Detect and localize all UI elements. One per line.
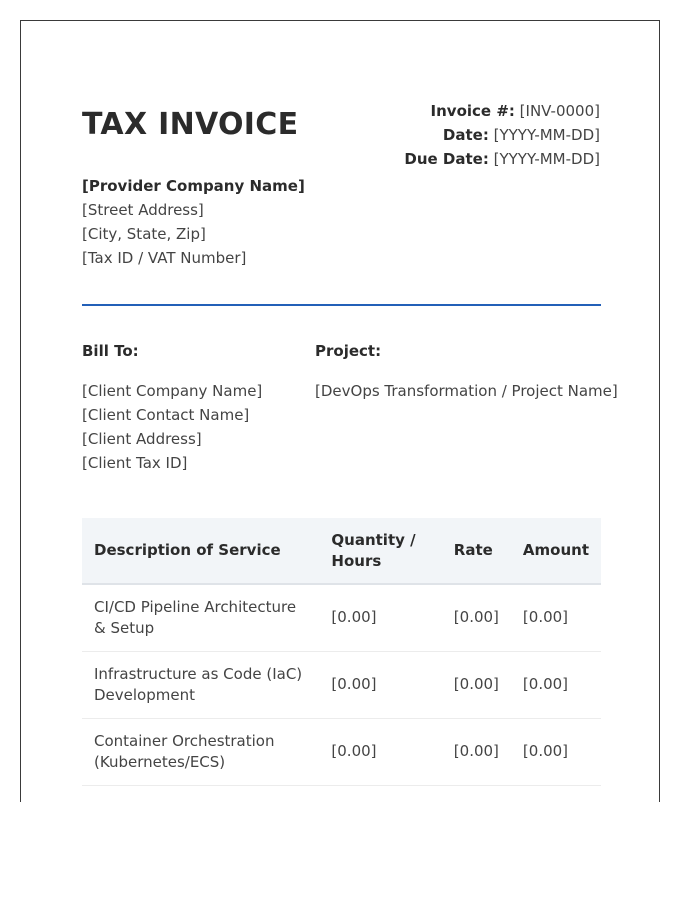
table-row [82,584,601,651]
row-rate: [0.00] [442,651,511,718]
client-company-name: [Client Company Name] [82,382,263,400]
header-amount: Amount [511,518,601,584]
provider-city: [City, State, Zip] [82,225,206,243]
row-rate: [0.00] [442,584,511,651]
row-quantity: [0.00] [319,718,441,785]
header-quantity: Quantity / Hours [319,518,441,584]
invoice-number-label: Invoice #: [430,102,515,120]
invoice-date-label: Date: [442,126,489,144]
header-rate: Rate [442,518,511,584]
row-quantity: [0.00] [319,651,441,718]
row-amount: [0.00] [511,718,601,785]
invoice-date-value: [YYYY-MM-DD] [493,126,600,144]
bill-to-block [82,339,262,475]
bill-to-heading: Bill To: [82,342,139,360]
project-name: [DevOps Transformation / Project Name] [315,382,618,400]
project-heading: Project: [315,342,382,360]
invoice-title: TAX INVOICE [82,107,299,142]
client-tax-id: [Client Tax ID] [82,454,188,472]
provider-street: [Street Address] [82,201,204,219]
table-row [82,651,601,718]
provider-name: [Provider Company Name] [82,177,305,195]
client-contact-name: [Client Contact Name] [82,406,250,424]
header-description: Description of Service [82,518,319,584]
invoice-number-row [404,99,600,123]
row-description: Infrastructure as Code (IaC) Development [82,651,319,718]
row-description: CI/CD Pipeline Architecture & Setup [82,584,319,651]
provider-block [82,174,305,270]
provider-tax-id: [Tax ID / VAT Number] [82,249,247,267]
invoice-number-value: [INV-0000] [519,102,600,120]
due-date-row [404,147,600,171]
project-block [315,339,618,403]
due-date-label: Due Date: [404,150,489,168]
line-items-table [82,518,601,786]
row-quantity: [0.00] [319,584,441,651]
invoice-page [20,20,660,802]
table-header-row [82,518,601,584]
due-date-value: [YYYY-MM-DD] [493,150,600,168]
invoice-meta [404,99,600,171]
client-address: [Client Address] [82,430,202,448]
row-amount: [0.00] [511,584,601,651]
row-rate: [0.00] [442,718,511,785]
row-amount: [0.00] [511,651,601,718]
row-description: Container Orchestration (Kubernetes/ECS) [82,718,319,785]
table-row [82,718,601,785]
header-divider [82,304,601,306]
invoice-date-row [404,123,600,147]
